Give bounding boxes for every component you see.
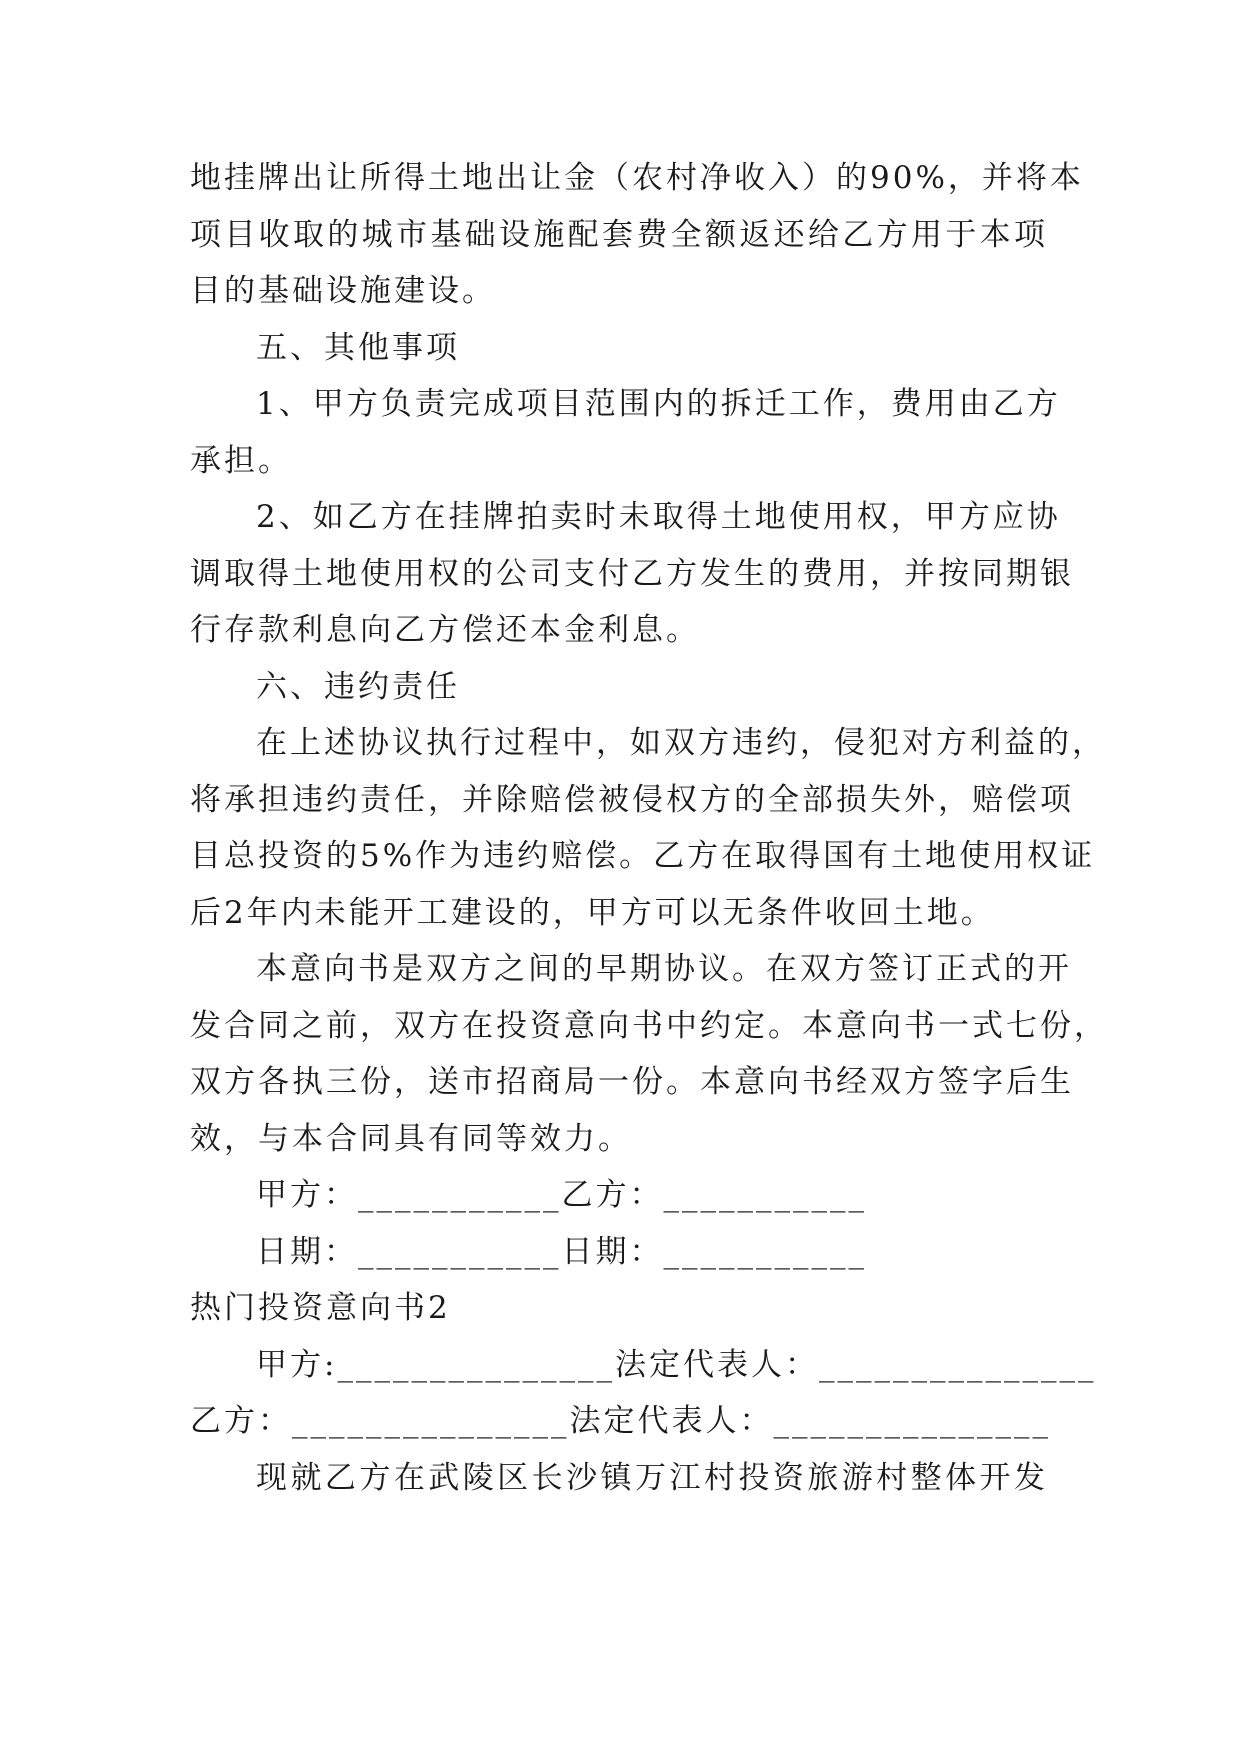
section-heading-breach: 六、违约责任 — [256, 668, 460, 705]
item-1-line: 1、甲方负责完成项目范围内的拆迁工作，费用由乙方 — [256, 386, 1061, 422]
intent-line: 双方各执三份，送市招商局一份。本意向书经双方签字后生 — [190, 1064, 1074, 1100]
party-b-line: 乙方：_______________法定代表人：_______________ — [190, 1403, 1051, 1439]
paragraph-line: 目的基础设施建设。 — [190, 273, 496, 309]
document-body — [190, 150, 1108, 1506]
paragraph-line: 地挂牌出让所得土地出让金（农村净收入）的90%，并将本 — [190, 160, 1084, 196]
paragraph-line: 项目收取的城市基础设施配套费全额返还给乙方用于本项 — [190, 216, 1048, 253]
item-1-line: 承担。 — [190, 442, 292, 479]
intent-line: 效，与本合同具有同等效力。 — [190, 1120, 632, 1157]
breach-line: 后2年内未能开工建设的，甲方可以无条件收回土地。 — [190, 894, 995, 931]
breach-line: 目总投资的5%作为违约赔偿。乙方在取得国有土地使用权证 — [190, 838, 1096, 874]
final-paragraph-line: 现就乙方在武陵区长沙镇万江村投资旅游村整体开发 — [256, 1459, 1048, 1496]
signature-line-dates: 日期：___________日期：___________ — [256, 1233, 867, 1270]
breach-line: 在上述协议执行过程中，如双方违约，侵犯对方利益的， — [256, 725, 1106, 761]
intent-line: 本意向书是双方之间的早期协议。在双方签订正式的开 — [256, 951, 1072, 987]
intent-line: 发合同之前，双方在投资意向书中约定。本意向书一式七份， — [190, 1007, 1108, 1044]
section-heading-other-matters: 五、其他事项 — [256, 329, 460, 366]
party-a-line: 甲方:_______________法定代表人：_______________ — [256, 1346, 1097, 1383]
item-2-line: 调取得土地使用权的公司支付乙方发生的费用，并按同期银 — [190, 555, 1074, 592]
item-2-line: 行存款利息向乙方偿还本金利息。 — [190, 612, 700, 648]
signature-line-parties: 甲方：___________乙方：___________ — [256, 1177, 867, 1213]
breach-line: 将承担违约责任，并除赔偿被侵权方的全部损失外，赔偿项 — [190, 781, 1074, 818]
item-2-line: 2、如乙方在挂牌拍卖时未取得土地使用权，甲方应协 — [256, 499, 1061, 535]
document-title-2: 热门投资意向书2 — [190, 1290, 451, 1326]
